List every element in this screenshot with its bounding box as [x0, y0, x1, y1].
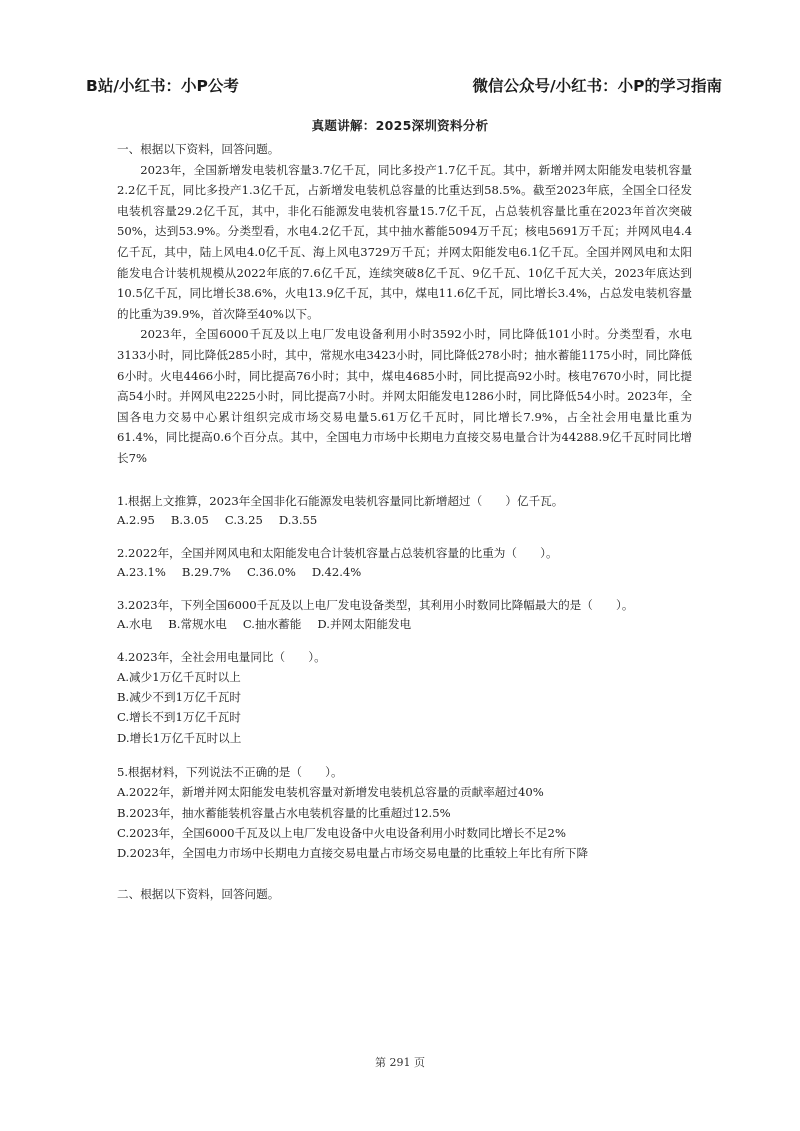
page-title: 真题讲解：2025深圳资料分析 [311, 118, 489, 133]
option: B.29.7% [181, 564, 231, 579]
option: D.42.4% [311, 564, 362, 579]
question-5 [117, 762, 692, 864]
question-options [117, 615, 692, 633]
document-body [117, 139, 692, 904]
option: B.3.05 [170, 512, 209, 527]
question-stem: 3.2023年，下列全国6000千瓦及以上电厂发电设备类型，其利用小时数同比降幅最大的是（ ）。 [117, 597, 634, 612]
question-stem: 2.2022年，全国并网风电和太阳能发电合计装机容量占总装机容量的比重为（ ）。 [117, 545, 558, 560]
option: D.增长1万亿千瓦时以上 [117, 730, 242, 745]
option: A.23.1% [117, 564, 166, 579]
question-3 [117, 595, 692, 633]
question-stem: 4.2023年，全社会用电量同比（ ）。 [117, 649, 326, 664]
question-stem: 1.根据上文推算，2023年全国非化石能源发电装机容量同比新增超过（ ）亿千瓦。 [117, 493, 564, 508]
option: C.抽水蓄能 [242, 616, 302, 631]
option: C.3.25 [224, 512, 263, 527]
question-options [117, 563, 692, 581]
question-1 [117, 491, 692, 529]
option: A.2022年，新增并网太阳能发电装机容量对新增发电装机总容量的贡献率超过40% [117, 785, 544, 800]
passage-paragraph-2: 2023年，全国6000千瓦及以上电厂发电设备利用小时3592小时，同比降低101小时。分类型看，水电3133小时，同比降低285小时，其中，常规水电3423小时，同比降低278小时；抽水蓄能1175小时，同比降低6小时。火电4466小时，同比提高76小时；其中，煤电4685小时，同比提高92小时。核电7670小时，同比提高54小时。并网风电2225小时，同比提高7小时。并网太阳能发电1286小时，同比降低54小时。2023年，全国各电力交易中心累计组织完成市场交易电量5.61万亿千瓦时，同比增长7.9%，占全社会用电量比重为61.4%，同比提高0.6个百分点。其中，全国电力市场中长期电力直接交易电量合计为44288.9亿千瓦时同比增长7% [117, 327, 692, 465]
option: D.2023年，全国电力市场中长期电力直接交易电量占市场交易电量的比重较上年比有所下降 [117, 846, 589, 861]
header-right: 微信公众号/小红书：小P的学习指南 [472, 77, 722, 95]
question-stem: 5.根据材料，下列说法不正确的是（ ）。 [117, 765, 343, 780]
section-1-heading: 一、根据以下资料，回答问题。 [117, 142, 280, 156]
option: D.并网太阳能发电 [317, 616, 412, 631]
option: A.2.95 [117, 512, 155, 527]
option: B.2023年，抽水蓄能装机容量占水电装机容量的比重超过12.5% [117, 805, 451, 820]
question-4 [117, 647, 692, 749]
header-left: B站/小红书：小P公考 [86, 77, 239, 95]
option: A.水电 [117, 616, 153, 631]
option: D.3.55 [278, 512, 318, 527]
passage-paragraph-1: 2023年，全国新增发电装机容量3.7亿千瓦，同比多投产1.7亿千瓦。其中，新增并网太阳能发电装机容量2.2亿千瓦，同比多投产1.3亿千瓦，占新增发电装机总容量的比重达到58.5%。截至2023年底，全国全口径发电装机容量29.2亿千瓦，其中，非化石能源发电装机容量15.7亿千瓦，占总装机容量比重在2023年首次突破50%，达到53.9%。分类型看，水电4.2亿千瓦，其中抽水蓄能5094万千瓦；核电5691万千瓦；并网风电4.4亿千瓦，其中，陆上风电4.0亿千瓦、海上风电3729万千瓦；并网太阳能发电6.1亿千瓦。全国并网风电和太阳能发电合计装机规模从2022年底的7.6亿千瓦，连续突破8亿千瓦、9亿千瓦、10亿千瓦大关，2023年底达到10.5亿千瓦，同比增长38.6%，火电13.9亿千瓦，其中，煤电11.6亿千瓦，同比增长3.4%，占总发电装机容量的比重为39.9%，首次降至40%以下。 [117, 162, 692, 321]
page-number: 第 291 页 [375, 1056, 425, 1069]
question-2 [117, 543, 692, 581]
option: B.减少不到1万亿千瓦时 [117, 689, 241, 704]
question-options [117, 511, 692, 529]
option: C.36.0% [246, 564, 296, 579]
option: C.增长不到1万亿千瓦时 [117, 710, 241, 725]
option: A.减少1万亿千瓦时以上 [117, 669, 241, 684]
section-2-heading: 二、根据以下资料，回答问题。 [117, 886, 280, 901]
option: B.常规水电 [168, 616, 227, 631]
option: C.2023年，全国6000千瓦及以上电厂发电设备中火电设备利用小时数同比增长不足2% [117, 825, 566, 840]
